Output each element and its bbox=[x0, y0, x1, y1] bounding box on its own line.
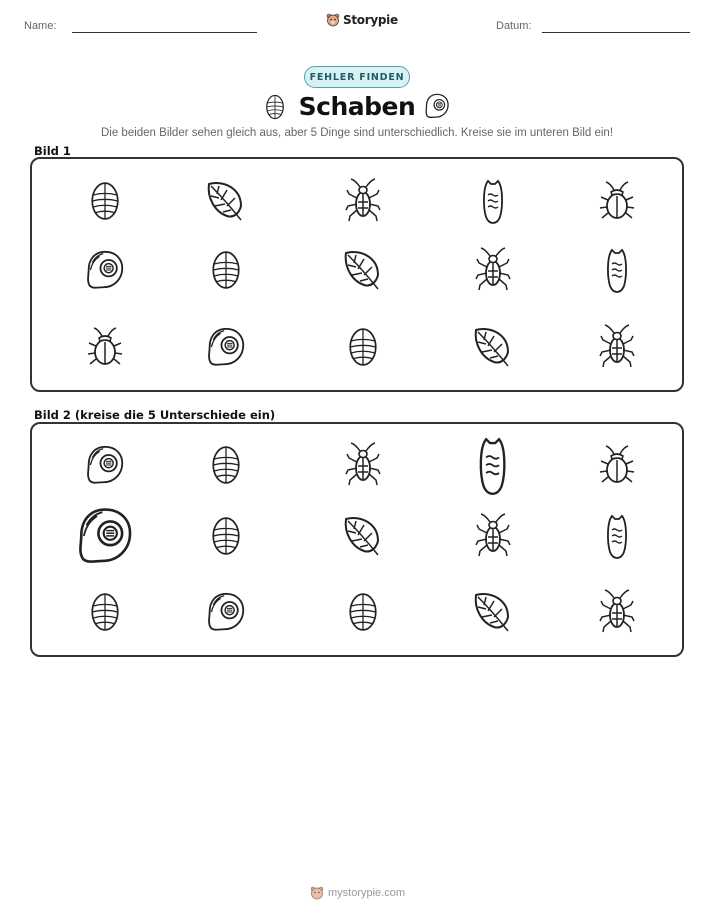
cockroach-icon[interactable] bbox=[599, 324, 635, 370]
picture2-panel[interactable] bbox=[30, 422, 684, 657]
leaf-icon[interactable] bbox=[472, 589, 514, 635]
pupa-icon[interactable] bbox=[605, 512, 629, 560]
shell-icon[interactable] bbox=[76, 504, 134, 568]
ootheca-icon[interactable] bbox=[346, 589, 380, 635]
cockroach-icon[interactable] bbox=[599, 589, 635, 635]
title-ootheca-icon bbox=[264, 93, 286, 126]
shell-icon[interactable] bbox=[206, 590, 246, 634]
ootheca-icon[interactable] bbox=[346, 324, 380, 370]
beetle-icon[interactable] bbox=[598, 180, 636, 222]
picture1-panel[interactable] bbox=[30, 157, 684, 392]
ootheca-icon[interactable] bbox=[209, 442, 243, 488]
picture2-label: Bild 2 (kreise die 5 Unterschiede ein) bbox=[34, 408, 276, 422]
footer-url[interactable]: mystorypie.com bbox=[328, 887, 406, 899]
brand bbox=[326, 13, 398, 27]
brand-name: Storypie bbox=[343, 13, 398, 27]
pupa-icon[interactable] bbox=[477, 434, 508, 496]
bear-logo-icon bbox=[310, 886, 324, 900]
picture1-label: Bild 1 bbox=[34, 144, 71, 158]
leaf-icon[interactable] bbox=[472, 324, 514, 370]
shell-icon[interactable] bbox=[85, 248, 125, 292]
footer bbox=[310, 886, 405, 900]
beetle-icon[interactable] bbox=[598, 444, 636, 486]
leaf-icon[interactable] bbox=[205, 178, 247, 224]
beetle-icon[interactable] bbox=[86, 326, 124, 368]
cockroach-icon[interactable] bbox=[475, 247, 511, 293]
name-label: Name: bbox=[24, 20, 57, 32]
category-badge: FEHLER FINDEN bbox=[304, 66, 410, 88]
date-line[interactable] bbox=[542, 32, 690, 33]
ootheca-icon[interactable] bbox=[209, 247, 243, 293]
cockroach-icon[interactable] bbox=[345, 442, 381, 488]
cockroach-icon[interactable] bbox=[475, 513, 511, 559]
ootheca-icon[interactable] bbox=[88, 178, 122, 224]
date-label: Datum: bbox=[496, 20, 532, 32]
shell-icon[interactable] bbox=[85, 443, 125, 487]
ootheca-icon[interactable] bbox=[88, 589, 122, 635]
shell-icon[interactable] bbox=[206, 325, 246, 369]
cockroach-icon[interactable] bbox=[345, 178, 381, 224]
page-title: Schaben bbox=[298, 92, 416, 121]
pupa-icon[interactable] bbox=[605, 246, 629, 294]
leaf-icon[interactable] bbox=[342, 513, 384, 559]
leaf-icon[interactable] bbox=[342, 247, 384, 293]
name-line[interactable] bbox=[72, 32, 257, 33]
ootheca-icon[interactable] bbox=[209, 513, 243, 559]
instructions: Die beiden Bilder sehen gleich aus, aber 5 Dinge sind unterschiedlich. Kreise sie im unteren Bild ein! bbox=[100, 127, 614, 139]
title-shell-icon bbox=[424, 92, 450, 125]
bear-logo-icon bbox=[326, 13, 340, 27]
pupa-icon[interactable] bbox=[481, 177, 505, 225]
